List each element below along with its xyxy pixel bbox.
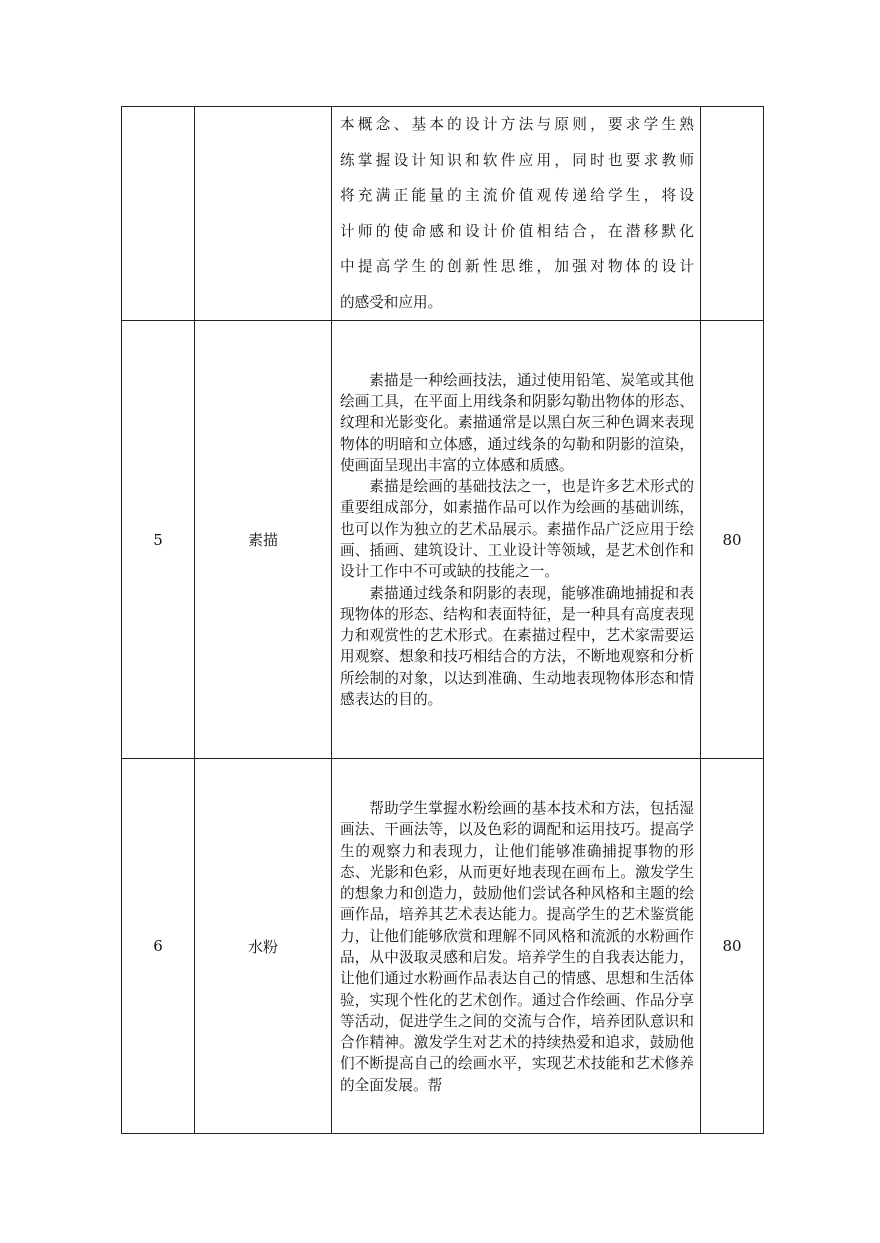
- curriculum-table: [121, 106, 764, 1134]
- table-row: [122, 759, 764, 1134]
- table-row: [122, 321, 764, 759]
- course-description: [332, 759, 701, 1134]
- row-number: [122, 107, 195, 321]
- course-name: [195, 107, 332, 321]
- description-line: 练掌握设计知识和软件应用，同时也要求教师: [340, 151, 694, 169]
- course-name: 水粉: [195, 759, 332, 1134]
- course-hours: 80: [701, 321, 764, 759]
- description-line: 计师的使命感和设计价值相结合，在潜移默化: [340, 222, 694, 240]
- table-row: [122, 107, 764, 321]
- description-line: 中提高学生的创新性思维，加强对物体的设计: [340, 258, 694, 275]
- row-number: 6: [122, 759, 195, 1134]
- course-hours: [701, 107, 764, 321]
- course-name: 素描: [195, 321, 332, 759]
- course-hours: 80: [701, 759, 764, 1134]
- description-paragraph: 素描是绘画的基础技法之一，也是许多艺术形式的重要组成部分，如素描作品可以作为绘画的基础训练，也可以作为独立的艺术品展示。素描作品广泛应用于绘画、插画、建筑设计、工业设计等领域，是艺术创作和设计工作中不可或缺的技能之一。: [340, 478, 694, 581]
- row-number: 5: [122, 321, 195, 759]
- description-paragraph: 素描是一种绘画技法，通过使用铅笔、炭笔或其他绘画工具，在平面上用线条和阴影勾勒出物体的形态、纹理和光影变化。素描通常是以黑白灰三种色调来表现物体的明暗和立体感，通过线条的勾勒和阴影的渲染，使画面呈现出丰富的立体感和质感。: [340, 371, 694, 474]
- description-paragraph: 帮助学生掌握水粉绘画的基本技术和方法，包括湿画法、干画法等，以及色彩的调配和运用技巧。提高学生的观察力和表现力，让他们能够准确捕捉事物的形态、光影和色彩，从而更好地表现在画布上。激发学生的想象力和创造力，鼓励他们尝试各种风格和主题的绘画作品，培养其艺术表达能力。提高学生的艺术鉴赏能力，让他们能够欣赏和理解不同风格和流派的水粉画作品，从中汲取灵感和启发。培养学生的自我表达能力，让他们通过水粉画作品表达自己的情感、思想和生活体验，实现个性化的艺术创作。通过合作绘画、作品分享等活动，促进学生之间的交流与合作，培养团队意识和合作精神。激发学生对艺术的持续热爱和追求，鼓励他们不断提高自己的绘画水平，实现艺术技能和艺术修养的全面发展。帮: [340, 799, 694, 1094]
- description-line: 的感受和应用。: [340, 293, 443, 311]
- course-description: [332, 321, 701, 759]
- course-description: [332, 107, 701, 321]
- description-paragraph: 素描通过线条和阴影的表现，能够准确地捕捉和表现物体的形态、结构和表面特征，是一种具有高度表现力和观赏性的艺术形式。在素描过程中，艺术家需要运用观察、想象和技巧相结合的方法，不断地观察和分析所绘制的对象，以达到准确、生动地表现物体形态和情感表达的目的。: [340, 584, 694, 709]
- description-line: 将充满正能量的主流价值观传递给学生，将设: [340, 187, 694, 204]
- description-line: 本概念、基本的设计方法与原则，要求学生熟: [340, 116, 694, 133]
